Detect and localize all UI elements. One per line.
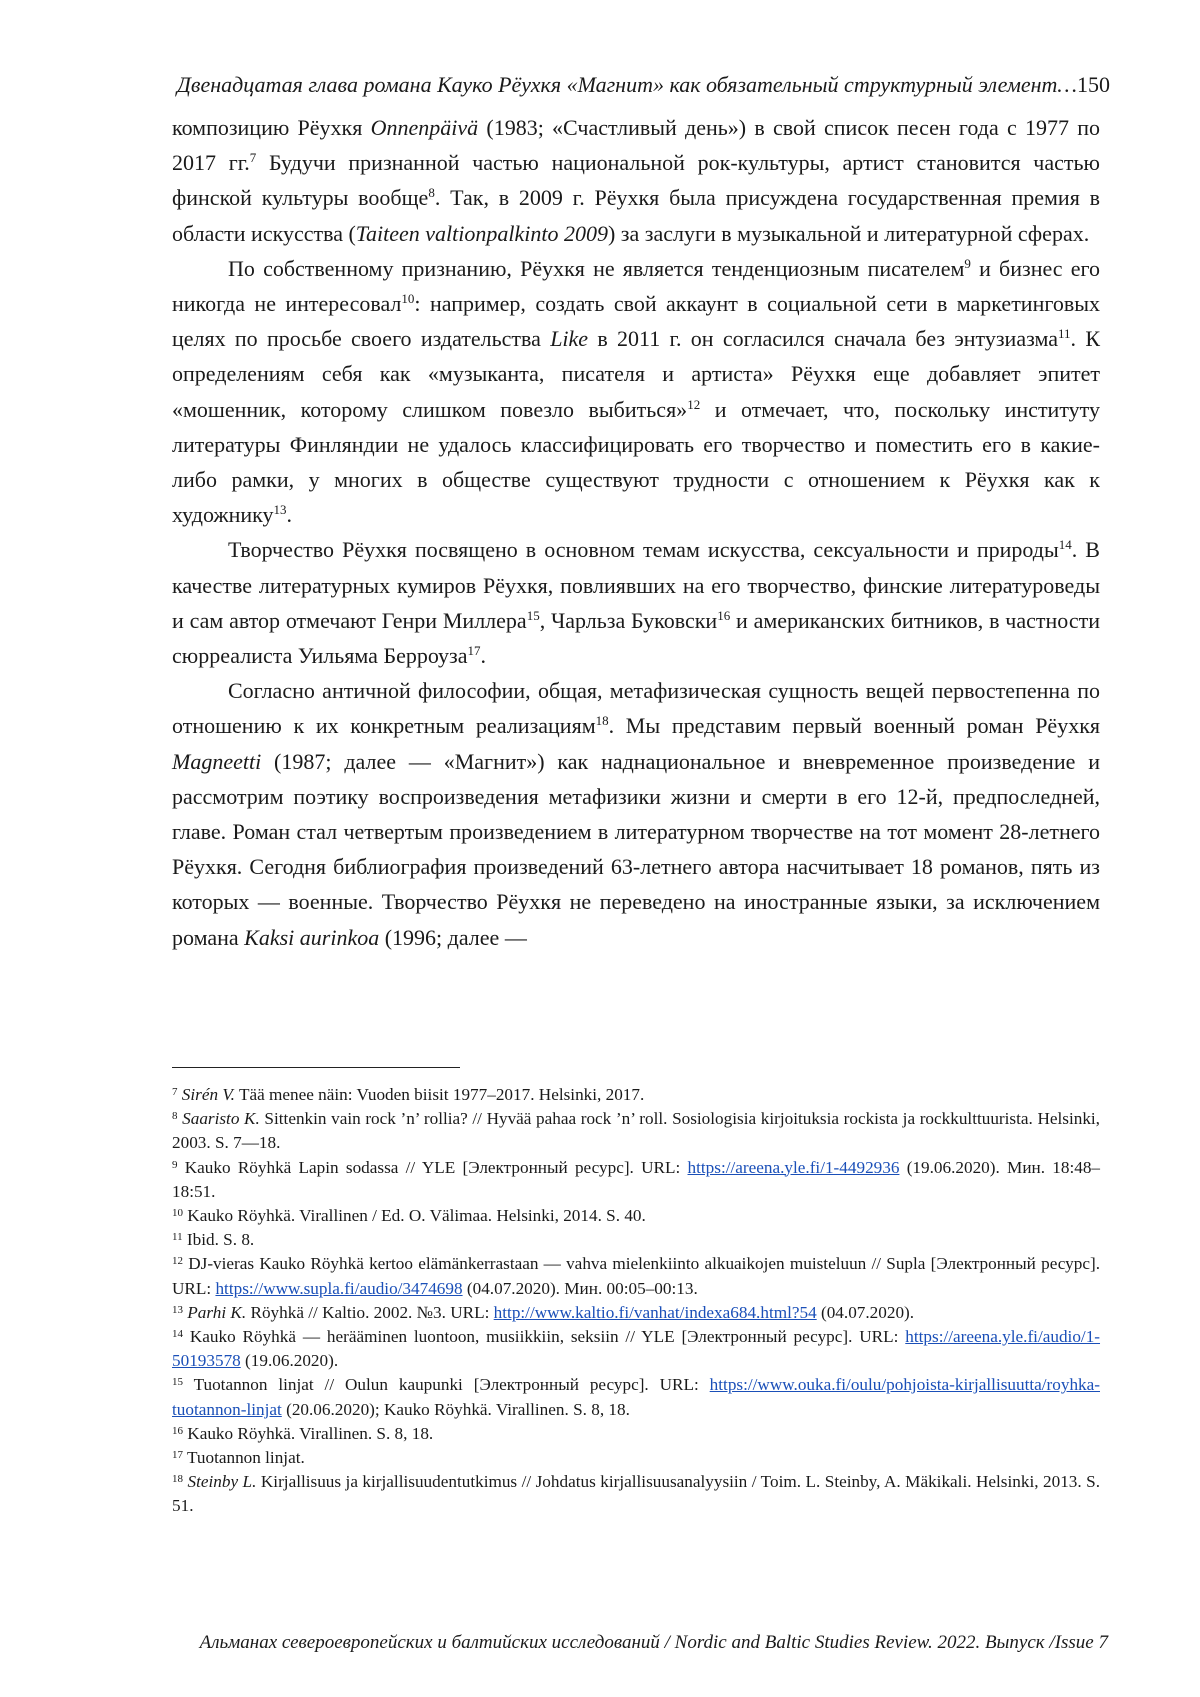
footnote-number: 17 (172, 1449, 183, 1462)
footnote-12 (172, 1252, 1100, 1300)
text-run: . К определениям себя как «музыканта, писателя и артиста» Рёухкя еще добавляет эпитет «мошенник, которому слишком повезло выбиться» (172, 326, 1100, 422)
paragraph-4 (172, 673, 1100, 955)
footnote-13 (172, 1301, 1100, 1325)
footnote-author: Sirén V. (181, 1085, 235, 1104)
text-run: и бизнес его никогда не интересовал (172, 255, 1100, 317)
footnote-number: 8 (172, 1110, 178, 1123)
footnote-link[interactable]: http://www.kaltio.fi/vanhat/indexa684.html?54 (493, 1302, 817, 1322)
text-run: (1996; далее — (379, 924, 527, 950)
footnote-text: (19.06.2020). Мин. 18:48–18:51. (172, 1157, 1101, 1201)
paragraph-1 (172, 110, 1100, 251)
footnote-number: 18 (172, 1473, 183, 1486)
footnote-number: 12 (172, 1255, 183, 1268)
text-run: (1987; далее — «Магнит») как наднациональное и вневременное произведение и рассмотрим поэтику воспроизведения метафизики жизни и смерти в его 12-й, предпоследней, главе. Роман стал четвертым произведением в литературном творчестве на тот момент 28-летнего Рёухкя. Сегодня библиография произведений 63-летнего автора насчитывает 18 романов, пять из которых — военные. Творчество Рёухкя не переведено на иностранные языки, за исключением романа (172, 748, 1100, 950)
footnote-text: Tää menee näin: Vuoden biisit 1977–2017. Helsinki, 2017. (234, 1085, 645, 1104)
footnote-text: Kauko Röyhkä — herääminen luontoon, musiikkiin, seksiin // YLE [Электронный ресурс]. URL: (189, 1327, 906, 1347)
footnote-link[interactable]: https://areena.yle.fi/1-4492936 (687, 1157, 900, 1177)
footnote-ref-15[interactable]: 15 (526, 607, 540, 623)
footnote-17 (172, 1446, 1100, 1470)
footnote-14 (172, 1325, 1100, 1373)
italic-title: Kaksi aurinkoa (244, 924, 380, 950)
footnote-9 (172, 1156, 1100, 1204)
footnote-text: Kauko Röyhkä. Virallinen. S. 8, 18. (187, 1423, 434, 1443)
footnote-ref-18[interactable]: 18 (595, 713, 609, 729)
text-run: . (480, 643, 486, 669)
footnote-author: Steinby L. (187, 1472, 257, 1492)
footnotes (172, 1083, 1100, 1519)
footnote-number: 9 (172, 1158, 178, 1171)
footnote-link[interactable]: https://www.ouka.fi/oulu/pohjoista-kirjallisuutta/royhka-tuotannon-linjat (172, 1375, 1100, 1419)
footnote-separator (172, 1067, 460, 1068)
italic-title: Like (550, 326, 589, 352)
italic-title: Magneetti (172, 748, 262, 774)
text-run: Творчество Рёухкя посвящено в основном темам искусства, сексуальности и природы (228, 537, 1059, 563)
text-run: в 2011 г. он согласился сначала без энтузиазма (588, 326, 1059, 352)
footnote-text: Tuotannon linjat // Oulun kaupunki [Электронный ресурс]. URL: (193, 1375, 710, 1395)
text-run: , Чарльза Буковски (539, 607, 718, 633)
footnote-18 (172, 1470, 1100, 1518)
text-run: и отмечает, что, поскольку институту литературы Финляндии не удалось классифицировать его творчество и поместить его в какие-либо рамки, у многих в обществе существуют трудности с отношением к Рёухкя как к художнику (172, 396, 1100, 528)
footnote-number: 7 (172, 1086, 178, 1098)
footnote-text: (04.07.2020). Мин. 00:05–00:13. (462, 1278, 698, 1298)
text-run: . Мы представим первый военный роман Рёухкя (608, 713, 1100, 739)
footnote-16 (172, 1422, 1100, 1446)
footnote-ref-11[interactable]: 11 (1058, 326, 1071, 342)
footnote-text: Kirjallisuus ja kirjallisuudentutkimus // Johdatus kirjallisuusanalyysiin / Toim. L. Steinby, A. Mäkikali. Helsinki, 2013. S. 51. (172, 1472, 1101, 1516)
footnote-text: Tuotannon linjat. (187, 1448, 305, 1468)
footnote-number: 15 (172, 1376, 183, 1389)
text-run: ) за заслуги в музыкальной и литературной сферах. (607, 220, 1090, 246)
footnote-10 (172, 1204, 1100, 1228)
footnote-text: Ibid. S. 8. (186, 1230, 255, 1250)
footnote-11 (172, 1228, 1100, 1252)
text-run: (1983; «Счастливый день») в свой список песен года с 1977 по 2017 гг. (172, 115, 1100, 176)
footnote-author: Saaristo K. (182, 1109, 260, 1129)
text-run: . Так, в 2009 г. Рёухкя была присуждена государственная премия в области искусства ( (172, 185, 1100, 246)
footnote-number: 14 (172, 1328, 183, 1341)
footnote-text: (20.06.2020); Kauko Röyhkä. Virallinen. S. 8, 18. (281, 1399, 630, 1419)
footnote-link[interactable]: https://areena.yle.fi/audio/1-50193578 (172, 1327, 1101, 1371)
text-run: . В качестве литературных кумиров Рёухкя, повлиявших на его творчество, финские литературоведы и сам автор отмечают Генри Миллера (172, 537, 1100, 633)
text-run: : например, создать свой аккаунт в социальной сети в маркетинговых целях по просьбе своего издательства (172, 291, 1100, 352)
footnote-ref-10[interactable]: 10 (401, 291, 415, 307)
footnote-number: 10 (172, 1207, 183, 1220)
journal-footer: Альманах североевропейских и балтийских исследований / Nordic and Baltic Studies Review. 2022. Выпуск /Issue 7 (199, 1632, 1108, 1653)
text-run: По собственному признанию, Рёухкя не является тенденциозным писателем (228, 255, 965, 281)
footnote-text: DJ-vieras Kauko Röyhkä kertoo elämänkerrastaan — vahva mielenkiinto alkuaikojen muisteluun // Supla [Электронный ресурс]. URL: (172, 1254, 1100, 1298)
footnote-text: Sittenkin vain rock ’n’ rollia? // Hyvää pahaa rock ’n’ roll. Sosiologisia kirjoituksia rockista ja rockkulttuurista. Helsinki, 2003. S. 7—18. (172, 1109, 1100, 1153)
footnote-ref-7[interactable]: 7 (249, 150, 257, 166)
footnote-number: 11 (172, 1231, 183, 1244)
text-run: . (286, 502, 293, 528)
footnote-text: (04.07.2020). (816, 1302, 915, 1322)
footnote-7 (172, 1083, 1100, 1107)
footnote-ref-17[interactable]: 17 (467, 643, 481, 659)
footnote-ref-13[interactable]: 13 (273, 502, 287, 518)
footnote-link[interactable]: https://www.supla.fi/audio/3474698 (215, 1278, 463, 1298)
footnote-15 (172, 1373, 1100, 1421)
footnote-ref-14[interactable]: 14 (1058, 537, 1072, 553)
paragraph-3 (172, 532, 1100, 673)
text-run: Будучи признанной частью национальной рок-культуры, артист становится частью финской культуры вообще (172, 150, 1100, 211)
main-text (172, 110, 1100, 955)
paragraph-2 (172, 251, 1100, 533)
footnote-number: 13 (172, 1303, 183, 1316)
footnote-text: Kauko Röyhkä. Virallinen / Ed. O. Välimaa. Helsinki, 2014. S. 40. (187, 1206, 646, 1226)
footnote-ref-9[interactable]: 9 (964, 255, 971, 271)
footnote-ref-12[interactable]: 12 (687, 396, 701, 412)
running-title: Двенадцатая глава романа Кауко Рёухкя «Магнит» как обязательный структурный элемент… (176, 72, 1077, 97)
running-header (170, 72, 1110, 98)
footnote-author: Parhi K. (187, 1302, 247, 1322)
footnote-text: Kauko Röyhkä Lapin sodassa // YLE [Электронный ресурс]. URL: (184, 1157, 688, 1177)
footnote-number: 16 (172, 1424, 183, 1437)
text-run: композицию Рёухкя (172, 115, 371, 140)
page-number: 150 (1077, 72, 1110, 97)
footnote-text: (19.06.2020). (240, 1351, 339, 1371)
footnote-8 (172, 1107, 1100, 1155)
text-run: и американских битников, в частности сюрреалиста Уильяма Берроуза (172, 607, 1100, 669)
italic-title: Onnenpäivä (370, 115, 479, 140)
footnote-ref-16[interactable]: 16 (717, 607, 731, 623)
footnote-text: Röyhkä // Kaltio. 2002. №3. URL: (246, 1302, 494, 1322)
text-run: Согласно античной философии, общая, метафизическая сущность вещей первостепенна по отношению к их конкретным реализациям (172, 678, 1100, 739)
italic-title: Taiteen valtionpalkinto 2009 (355, 220, 608, 246)
footnote-ref-8[interactable]: 8 (428, 185, 435, 201)
